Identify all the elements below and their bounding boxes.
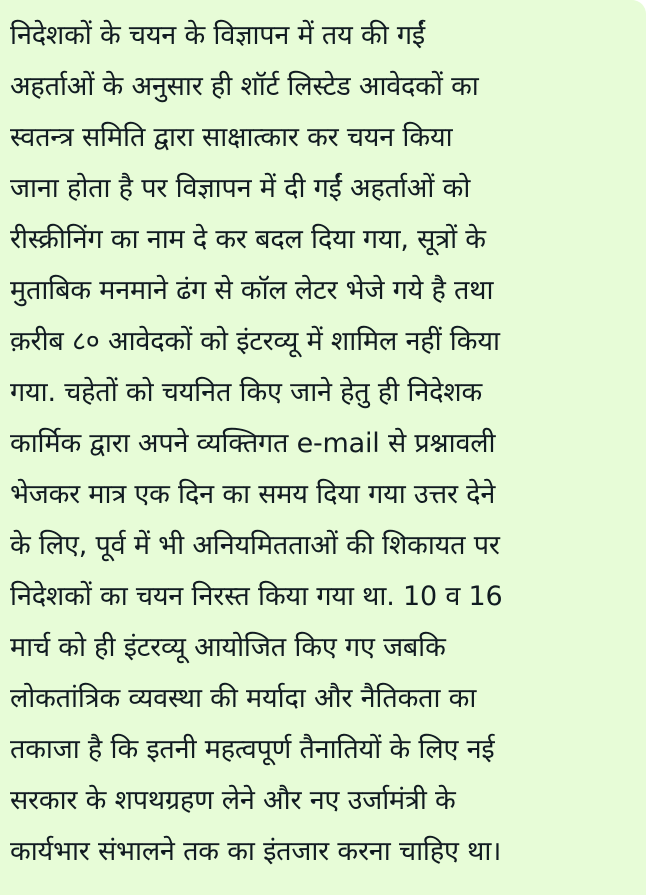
message-line: रीस्क्रीनिंग का नाम दे कर बदल दिया गया, सूत्रों के — [10, 224, 486, 255]
message-line: निदेशकों के चयन के विज्ञापन में तय की गईं — [10, 20, 425, 51]
message-line: लोकतांत्रिक व्यवस्था की मर्यादा और नैतिकता का — [10, 683, 477, 714]
message-line: मार्च को ही इंटरव्यू आयोजित किए गए जबकि — [10, 632, 446, 663]
message-line: कार्यभार संभालने तक का इंतजार करना चाहिए था। — [10, 836, 502, 867]
message-line: क़रीब ८० आवेदकों को इंटरव्यू में शामिल नहीं किया — [10, 326, 500, 357]
message-line: जाना होता है पर विज्ञापन में दी गईं अहर्ताओं को — [10, 173, 471, 204]
message-line: तकाजा है कि इतनी महत्वपूर्ण तैनातियों के लिए नई — [10, 734, 495, 765]
message-line: के लिए, पूर्व में भी अनियमितताओं की शिकायत पर — [10, 530, 500, 561]
message-line: भेजकर मात्र एक दिन का समय दिया गया उत्तर देने — [10, 479, 496, 510]
message-line: अहर्ताओं के अनुसार ही शॉर्ट लिस्टेड आवेदकों का — [10, 71, 479, 102]
message-line: निदेशकों का चयन निरस्त किया गया था. 10 व 16 — [10, 581, 503, 612]
message-line: सरकार के शपथग्रहण लेने और नए उर्जामंत्री के — [10, 785, 456, 816]
message-line: कार्मिक द्वारा अपने व्यक्तिगत e-mail से प्रश्नावली — [10, 428, 496, 459]
message-line: गया. चहेतों को चयनित किए जाने हेतु ही निदेशक — [10, 377, 483, 408]
message-line: स्वतन्त्र समिति द्वारा साक्षात्कार कर चयन किया — [10, 122, 453, 153]
message-text — [10, 10, 632, 877]
message-line: मुताबिक मनमाने ढंग से कॉल लेटर भेजे गये है तथा — [10, 275, 494, 306]
